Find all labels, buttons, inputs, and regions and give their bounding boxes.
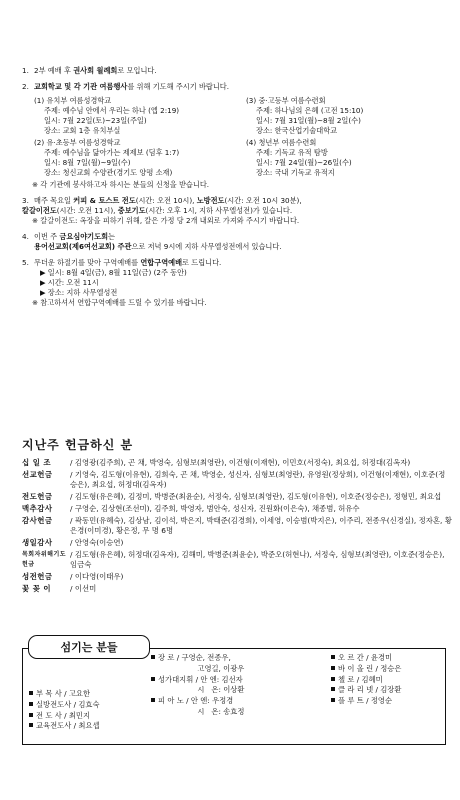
- offering-row: [22, 458, 452, 467]
- server-item: [29, 711, 100, 722]
- server-text: 피 아 노 / 안 엔: 우정경: [158, 696, 234, 706]
- notice-bold: 교회학교 및 각 기관 여름행사: [34, 82, 128, 91]
- server-text: 장 로 / 구영순, 전종우,: [158, 653, 231, 662]
- server-item: [29, 689, 100, 700]
- square-bullet-icon: [331, 677, 335, 681]
- square-bullet-icon: [331, 666, 335, 670]
- offering-names: / 이다영(이태우): [70, 571, 124, 581]
- camp-title: (3) 중·고등부 여름수련회: [246, 96, 326, 105]
- offering-row: [22, 516, 452, 535]
- camp-item: [246, 96, 450, 136]
- notice-bold: 노방전도: [196, 196, 225, 205]
- notice-text: (시간: 오전 10시),: [135, 196, 197, 205]
- camp-theme: 주제: 예수님 안에서 우리는 하나 (엡 2:19): [44, 106, 180, 115]
- notice-number: 3.: [22, 196, 29, 205]
- camp-date: 일시: 7월 24일(월)~26일(수): [256, 158, 352, 167]
- offering-row: [22, 550, 452, 569]
- server-item: [331, 664, 401, 675]
- notice-text: 무더운 하절기를 맞아 구역예배를: [34, 258, 141, 267]
- server-text: 성가대지휘 / 안 엔: 김선자: [158, 674, 243, 684]
- notice-bold: 커피 & 토스트 전도: [73, 196, 136, 205]
- notice-text: 를 위해 기도해 주시기 바랍니다.: [127, 82, 230, 91]
- notice-text: 로 드립니다.: [182, 258, 222, 267]
- camp-grid: [34, 96, 450, 180]
- notice-bullet: ▶ 일시: 8월 4일(금), 8월 11일(금) (2주 동안): [40, 268, 187, 277]
- offering-names: / 김영광(김주희), 곤 채, 박영숙, 심형보(최영란), 이건형(이재현), 이민호(서정숙), 최요섭, 허정대(김옥자): [70, 458, 411, 467]
- offering-names: / 안영숙(이승연): [70, 538, 124, 548]
- notice-text: 매주 목요일: [34, 196, 74, 205]
- server-text: 시 온: 이상환: [151, 685, 245, 695]
- offering-names: / 김도형(유은혜), 허정대(김옥자), 김해미, 박병준(최윤순), 박준오(허현나), 서정숙, 심형보(최영란), 이호준(정승은), 임금숙: [70, 550, 445, 569]
- notice-text: (시간: 오전 10시 30분),: [224, 196, 302, 205]
- server-item: [331, 675, 401, 686]
- server-text: 부 목 사 / 고요한: [36, 689, 91, 698]
- servers-title: 섬기는 분들: [28, 635, 150, 659]
- offering-row: [22, 504, 452, 513]
- notice-note: ※ 참고하셔서 연합구역예배를 드릴 수 있기를 바랍니다.: [32, 298, 207, 307]
- servers-column-1: [29, 689, 100, 732]
- camps-note: ※ 각 기관에 봉사하고자 하시는 분들의 신청을 받습니다.: [32, 180, 210, 189]
- camp-theme: 주제: 하나님의 은혜 (고전 15:10): [256, 106, 364, 115]
- server-text: 오 르 간 / 윤경미: [338, 653, 393, 662]
- square-bullet-icon: [29, 702, 33, 706]
- notice-2: [22, 82, 450, 190]
- notice-number: 2.: [22, 82, 29, 91]
- notice-text: 으로 저녁 9시에 지하 사무엘성전에서 있습니다.: [131, 242, 282, 251]
- square-bullet-icon: [331, 687, 335, 691]
- square-bullet-icon: [151, 655, 155, 659]
- offerings-title: 지난주 헌금하신 분: [22, 438, 134, 452]
- servers-column-2: [151, 653, 244, 718]
- server-item: [151, 675, 244, 686]
- offering-row: [22, 470, 452, 489]
- server-text: 실방전도사 / 김효숙: [36, 699, 100, 709]
- offering-row: [22, 584, 452, 593]
- server-item: [331, 685, 401, 696]
- server-text: 바 이 올 린 / 정승은: [338, 663, 402, 673]
- offering-label: 감사헌금: [22, 516, 53, 526]
- notice-bold: 칼갈이전도: [22, 206, 57, 215]
- server-text: 플 루 트 / 정영순: [338, 696, 393, 706]
- notice-text: 2부 예배 후: [34, 66, 74, 75]
- offerings-list: [22, 458, 452, 597]
- server-item-cont: [151, 664, 244, 675]
- servers-column-3: [331, 653, 401, 707]
- server-item-cont: [151, 685, 244, 696]
- offering-names: / 구영순, 김상현(조선미), 김주희, 박영자, 범안숙, 성신자, 진원화(이은숙), 채종범, 허유수: [70, 504, 360, 514]
- notice-text: (시간: 오전 11시),: [56, 206, 118, 215]
- camp-title: (1) 유치부 여름성경학교: [34, 96, 112, 105]
- notice-bold: 연합구역예배: [140, 258, 183, 267]
- notices-section: [22, 66, 450, 314]
- square-bullet-icon: [29, 691, 33, 695]
- offering-label: 생일감사: [22, 538, 53, 548]
- notice-note: ※ 칼갈이전도: 옥장을 피하기 위해, 칼은 가정 당 2개 내외로 가져와 주시기 바랍니다.: [32, 216, 300, 225]
- offering-names: / 김도형(유은혜), 김정미, 박병준(최윤순), 서정숙, 심형보(최영란), 김도형(이유현), 이호준(정승은), 정형민, 최요섭: [70, 491, 442, 501]
- server-item: [151, 696, 244, 707]
- square-bullet-icon: [151, 698, 155, 702]
- server-text: 고영길, 이광우: [151, 663, 245, 673]
- server-text: 교육전도사 / 최요셉: [36, 721, 100, 731]
- offering-label: 선교헌금: [22, 470, 53, 480]
- notice-4: [22, 232, 450, 252]
- camp-place: 장소: 청신교회 수양관(경기도 양평 소재): [44, 168, 173, 177]
- camp-theme: 주제: 예수님을 닮아가는 제제보 (딤후 1:7): [44, 148, 180, 157]
- camp-theme: 주제: 기독교 유적 탐방: [256, 148, 328, 157]
- notice-number: 1.: [22, 66, 29, 75]
- offering-row: [22, 492, 452, 501]
- square-bullet-icon: [151, 677, 155, 681]
- camp-title: (2) 유·초등부 여름성경학교: [34, 138, 121, 147]
- servers-box: [22, 648, 446, 745]
- server-item: [29, 700, 100, 711]
- notice-text: 이번 주: [34, 232, 60, 241]
- notice-bullet: ▶ 장소: 지하 사무엘성전: [40, 288, 118, 297]
- notice-text: 는: [108, 232, 115, 241]
- camp-date: 일시: 8월 7일(월)~9일(수): [44, 158, 131, 167]
- offering-label: 꽃 꽂 이: [22, 584, 52, 594]
- server-item: [29, 721, 100, 732]
- offering-names: / 기영숙, 김도형(이유현), 김희숙, 곤 채, 박영순, 성신자, 심형보(최영란), 유영원(정상희), 이건형(이재현), 이호준(정승은), 최요섭, 허정대(김옥자): [70, 470, 446, 489]
- camp-date: 일시: 7월 22일(토)~23일(주일): [44, 116, 147, 125]
- notice-bold: 금요심야기도회: [59, 232, 109, 241]
- offering-label: 목회자위해기도헌금: [22, 551, 67, 568]
- square-bullet-icon: [331, 698, 335, 702]
- server-item: [151, 653, 244, 664]
- server-text: 클 라 리 넷 / 김장환: [338, 685, 402, 695]
- server-item: [331, 696, 401, 707]
- notice-bold: 중보기도: [117, 206, 146, 215]
- server-text: 시 온: 송효정: [151, 706, 245, 716]
- square-bullet-icon: [29, 713, 33, 717]
- server-item-cont: [151, 707, 244, 718]
- camp-place: 장소: 교회 1층 유치부실: [44, 126, 121, 135]
- offering-label: 맥추감사: [22, 504, 53, 514]
- notice-3: [22, 196, 450, 226]
- camp-item: [34, 96, 238, 136]
- offering-row: [22, 538, 452, 547]
- notice-1: [22, 66, 450, 76]
- notice-number: 4.: [22, 232, 29, 241]
- server-text: 전 도 사 / 최민지: [36, 710, 91, 720]
- server-item: [331, 653, 401, 664]
- square-bullet-icon: [331, 655, 335, 659]
- offering-label: 성전헌금: [22, 571, 53, 581]
- offering-label: 십 일 조: [22, 458, 52, 467]
- camp-item: [34, 138, 238, 178]
- camp-title: (4) 청년부 여름수련회: [246, 138, 317, 147]
- notice-bold: 권사회 월례회: [73, 66, 118, 75]
- notice-text: (시간: 오후 1시, 지하 사무엘성전)가 있습니다.: [145, 206, 293, 215]
- camp-date: 일시: 7월 31일(월)~8월 2일(수): [256, 116, 361, 125]
- notice-bold: 용어선교회(제6여선교회) 주관: [34, 242, 132, 251]
- notice-5: [22, 258, 450, 308]
- camp-item: [246, 138, 450, 178]
- offering-names: / 이선미: [70, 584, 97, 594]
- offering-names: / 곽동민(유혜숙), 김상남, 김이석, 박은지, 박태준(김경희), 이세영, 이승범(박지은), 이주리, 전종우(신경실), 정자혼, 황은경(이미경), 황은정, 무 명 6명: [70, 516, 452, 535]
- camp-place: 장소: 한국산업기술대학교: [256, 126, 338, 135]
- notice-number: 5.: [22, 258, 29, 267]
- offering-label: 전도헌금: [22, 491, 53, 501]
- notice-bullet: ▶ 시간: 오전 11시: [40, 278, 99, 287]
- server-text: 첼 로 / 김혜미: [338, 674, 383, 684]
- camp-place: 장소: 국내 기독교 유적지: [256, 168, 335, 177]
- offering-row: [22, 572, 452, 581]
- square-bullet-icon: [29, 723, 33, 727]
- notice-text: 로 모입니다.: [117, 66, 157, 75]
